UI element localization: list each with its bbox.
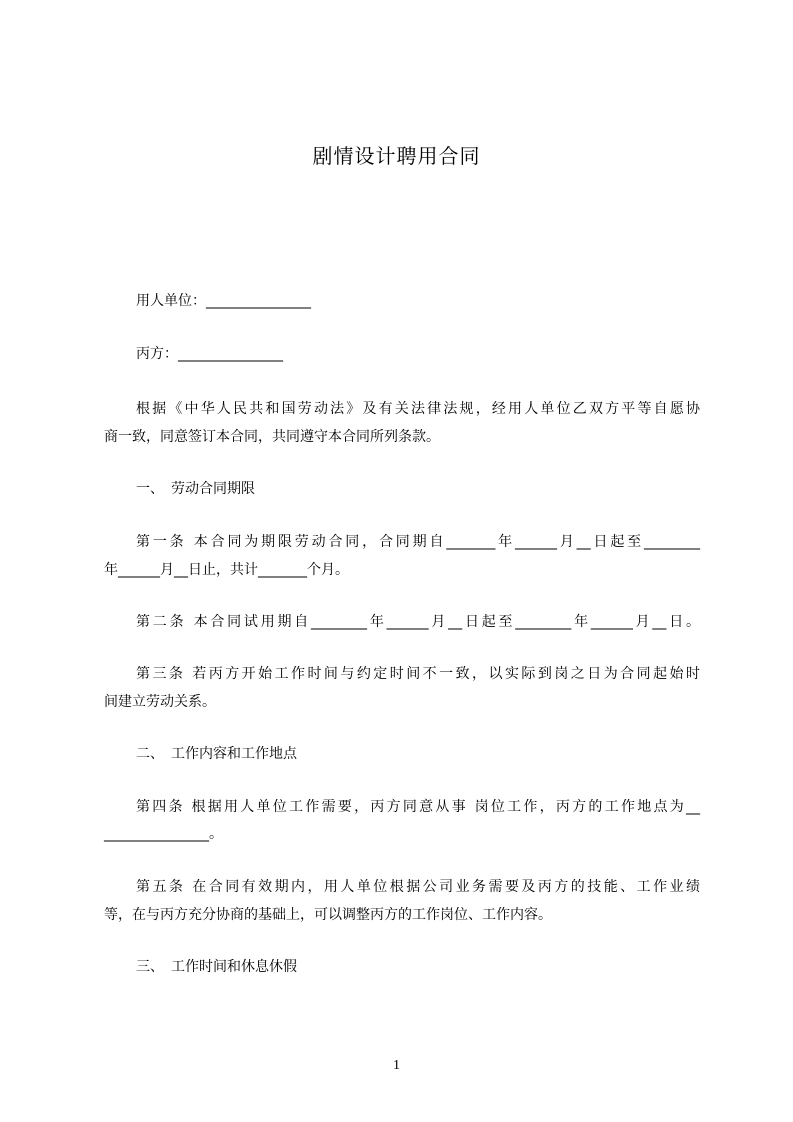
- article-4-line-1: 第四条 根据用人单位工作需要，丙方同意从事 岗位工作，丙方的工作地点为__: [136, 799, 700, 815]
- section-2-heading: 二、 工作内容和工作地点: [136, 746, 297, 762]
- party-c-field: 丙方：_______________: [136, 346, 283, 362]
- preamble-line-1: 根据《中华人民共和国劳动法》及有关法律法规，经用人单位乙双方平等自愿协: [136, 401, 700, 417]
- preamble-line-2: 商一致，同意签订本合同，共同遵守本合同所列条款。: [104, 429, 440, 445]
- article-5-line-2: 等，在与丙方充分协商的基础上，可以调整丙方的工作岗位、工作内容。: [104, 907, 552, 923]
- section-1-heading: 一、 劳动合同期限: [136, 481, 255, 497]
- article-3-line-1: 第三条 若丙方开始工作时间与约定时间不一致，以实际到岗之日为合同起始时: [136, 666, 700, 682]
- article-3-line-2: 间建立劳动关系。: [104, 694, 216, 710]
- employer-field: 用人单位：_______________: [136, 293, 311, 309]
- article-1-line-2: 年______月__日止，共计_______个月。: [104, 562, 349, 578]
- section-3-heading: 三、 工作时间和休息休假: [136, 959, 297, 975]
- article-1-line-1: 第一条 本合同为期限劳动合同，合同期自_______年______月__日起至________: [136, 534, 700, 550]
- article-5-line-1: 第五条 在合同有效期内，用人单位根据公司业务需要及丙方的技能、工作业绩: [136, 879, 700, 895]
- article-2: 第二条 本合同试用期自________年______月__日起至________年______月__日。: [136, 614, 700, 630]
- article-4-line-2: _______________。: [104, 826, 223, 842]
- document-title: 剧情设计聘用合同: [312, 144, 481, 168]
- page-number: 1: [393, 1058, 400, 1073]
